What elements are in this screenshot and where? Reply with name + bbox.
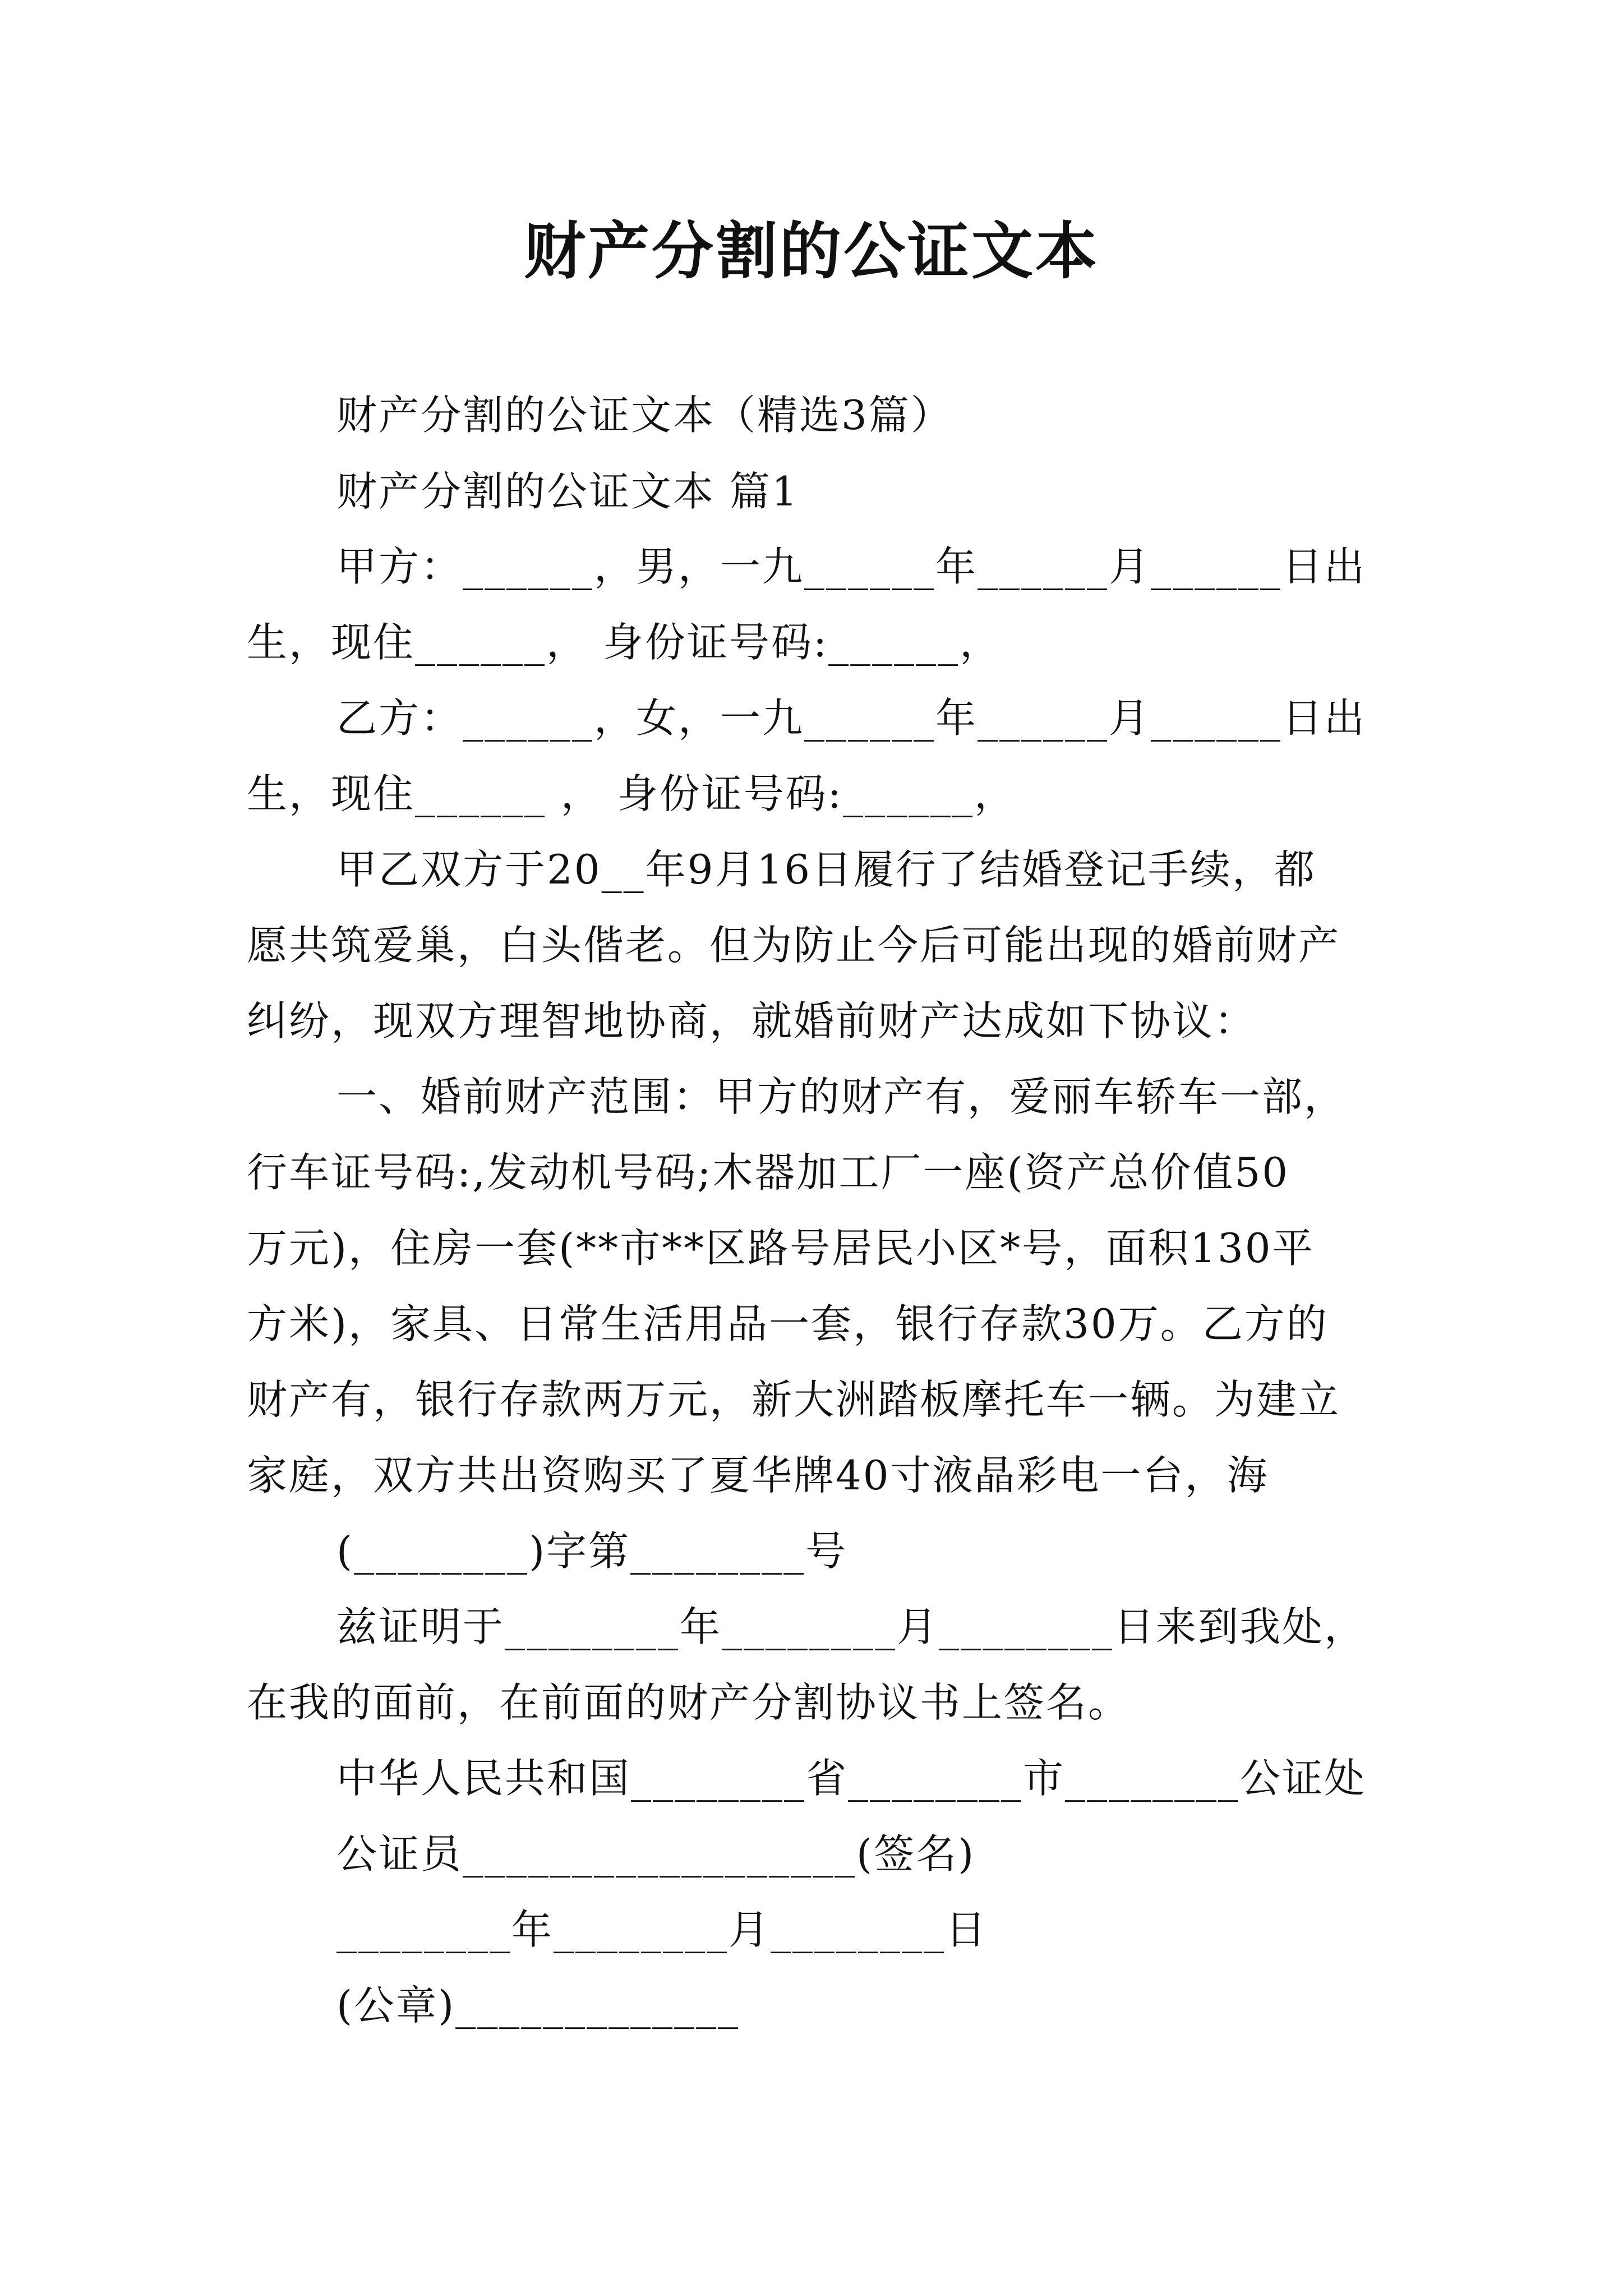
property-scope-line: 家庭，双方共出资购买了夏华牌40寸液晶彩电一台，海 xyxy=(247,1452,1269,1499)
notary-office-line: 中华人民共和国________省________市________公证处 xyxy=(336,1755,1367,1802)
property-scope-line: 万元)，住房一套(**市**区路号居民小区*号，面积130平 xyxy=(247,1225,1315,1272)
party-a-line-1: 甲方：______，男，一九______年______月______日出 xyxy=(336,543,1367,590)
property-scope-line: 财产有，银行存款两万元，新大洲踏板摩托车一辆。为建立 xyxy=(247,1376,1341,1423)
party-b-line-2: 生，现住______ ， 身份证号码:______， xyxy=(247,770,1017,817)
paragraph-line: 甲乙双方于20__年9月16日履行了结婚登记手续，都 xyxy=(336,846,1317,893)
certification-line: 兹证明于________年________月________日来到我处， xyxy=(336,1603,1367,1650)
section-heading: 财产分割的公证文本 篇1 xyxy=(336,468,799,515)
property-scope-line: 方米)，家具、日常生活用品一套，银行存款30万。乙方的 xyxy=(247,1300,1329,1347)
certification-line: 在我的面前，在前面的财产分割协议书上签名。 xyxy=(247,1679,1131,1726)
date-line: ________年________月________日 xyxy=(336,1906,988,1953)
subtitle-line: 财产分割的公证文本（精选3篇） xyxy=(336,392,953,439)
certificate-number: (________)字第________号 xyxy=(336,1527,848,1575)
paragraph-line: 纠纷，现双方理智地协商，就婚前财产达成如下协议： xyxy=(247,997,1257,1045)
notary-signature-line: 公证员__________________(签名) xyxy=(336,1830,976,1878)
party-b-line-1: 乙方：______，女，一九______年______月______日出 xyxy=(336,694,1367,742)
seal-line: (公章)_____________ xyxy=(336,1982,740,2029)
property-scope-line: 一、婚前财产范围：甲方的财产有，爱丽车轿车一部， xyxy=(336,1073,1347,1120)
document-title: 财产分割的公证文本 xyxy=(524,215,1099,287)
property-scope-line: 行车证号码:,发动机号码;木器加工厂一座(资产总价值50 xyxy=(247,1149,1290,1196)
paragraph-line: 愿共筑爱巢，白头偕老。但为防止今后可能出现的婚前财产 xyxy=(247,922,1341,969)
party-a-line-2: 生，现住______， 身份证号码:______， xyxy=(247,619,1002,666)
